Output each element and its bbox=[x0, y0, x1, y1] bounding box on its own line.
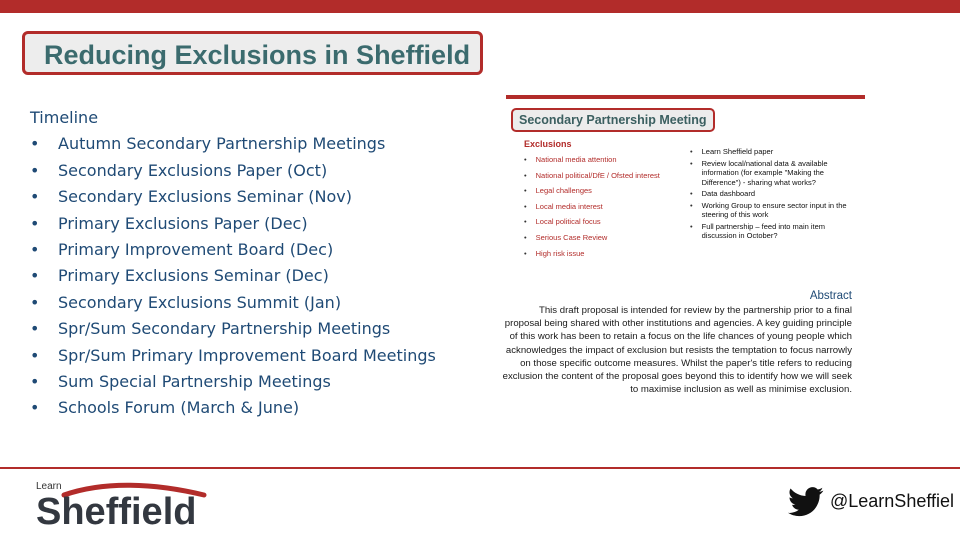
bullet-marker: • bbox=[30, 371, 40, 391]
timeline-item-text: Spr/Sum Secondary Partnership Meetings bbox=[58, 319, 391, 339]
timeline-item bbox=[30, 343, 436, 369]
timeline-item-text: Primary Exclusions Seminar (Dec) bbox=[58, 266, 329, 286]
bullet-marker: • bbox=[30, 187, 40, 207]
twitter-bird-icon bbox=[788, 486, 824, 518]
timeline-item bbox=[30, 158, 436, 184]
timeline-item-text: Schools Forum (March & June) bbox=[58, 398, 300, 418]
preview-right-item-text: Learn Sheffield paper bbox=[701, 147, 774, 156]
preview-right-item bbox=[690, 201, 860, 220]
bullet-marker: • bbox=[30, 266, 40, 286]
timeline-heading: Timeline bbox=[30, 108, 99, 127]
abstract-section bbox=[500, 290, 852, 396]
timeline-item-text: Sum Special Partnership Meetings bbox=[58, 371, 331, 391]
twitter-handle: @LearnSheffiel bbox=[830, 491, 955, 511]
timeline-item bbox=[30, 395, 436, 421]
bullet-marker: • bbox=[30, 398, 40, 418]
timeline-list bbox=[30, 131, 436, 421]
timeline-item-text: Secondary Exclusions Seminar (Nov) bbox=[58, 187, 352, 207]
preview-left-item: • High risk issue bbox=[524, 249, 660, 265]
preview-left-item: • National political/DfE / Ofsted interest bbox=[524, 171, 660, 187]
bullet-marker: • bbox=[30, 134, 40, 154]
timeline-item bbox=[30, 290, 436, 316]
timeline-item bbox=[30, 369, 436, 395]
bullet-marker: • bbox=[30, 319, 40, 339]
top-accent-bar bbox=[0, 0, 960, 13]
preview-section-heading: Exclusions bbox=[524, 139, 572, 149]
preview-left-item: • Local political focus bbox=[524, 217, 660, 233]
timeline-item-text: Secondary Exclusions Summit (Jan) bbox=[58, 292, 342, 312]
bullet-marker: • bbox=[30, 345, 40, 365]
slide-title: Reducing Exclusions in Sheffield bbox=[44, 40, 471, 70]
abstract-body: This draft proposal is intended for review by the partnership prior to a final proposal being shared with other institutions and agencies. A key guiding principle of this work has been to retain a focus on the life chances of young people which acknowledges the impact of exclusion but resists the temptation to focus narrowly on those specific outcome measures. Whilst the paper's title refers to reducing exclusion the content of the proposal goes beyond this to identify how we will seek to maximise inclusion as well as minimise exclusion. bbox=[502, 305, 852, 396]
bullet-marker: • bbox=[30, 292, 40, 312]
preview-left-item: • Local media interest bbox=[524, 202, 660, 218]
preview-left-list bbox=[524, 155, 660, 264]
preview-right-item bbox=[690, 159, 860, 188]
bullet-marker: • bbox=[30, 160, 40, 180]
preview-title: Secondary Partnership Meeting bbox=[511, 108, 715, 132]
footer-divider bbox=[0, 467, 960, 469]
timeline-item bbox=[30, 263, 436, 289]
preview-right-item-text: Data dashboard bbox=[701, 189, 756, 198]
bullet-marker: • bbox=[30, 213, 40, 233]
logo-main-text: Sheffield bbox=[36, 491, 197, 529]
slide-title-box bbox=[22, 31, 483, 75]
preview-left-item: • Legal challenges bbox=[524, 186, 660, 202]
timeline-item bbox=[30, 237, 436, 263]
preview-right-item-text: Review local/national data & available information (for example "Making the Difference") - sharing what works? bbox=[701, 158, 828, 187]
preview-right-item bbox=[690, 222, 860, 241]
logo-small-text: Learn bbox=[36, 481, 62, 492]
timeline-item bbox=[30, 211, 436, 237]
timeline-item bbox=[30, 131, 436, 157]
preview-right-item-text: Full partnership – feed into main item discussion in October? bbox=[701, 221, 826, 240]
preview-right-item-text: Working Group to ensure sector input in the steering of this work bbox=[701, 200, 847, 219]
preview-right-list bbox=[690, 147, 860, 243]
bullet-marker: • bbox=[30, 239, 40, 259]
timeline-section bbox=[30, 105, 436, 422]
preview-left-item: • National media attention bbox=[524, 155, 660, 171]
timeline-item-text: Autumn Secondary Partnership Meetings bbox=[58, 134, 386, 154]
preview-right-item bbox=[690, 189, 860, 199]
abstract-heading: Abstract bbox=[809, 290, 852, 302]
timeline-item bbox=[30, 316, 436, 342]
preview-left-item: • Serious Case Review bbox=[524, 233, 660, 249]
preview-right-item bbox=[690, 147, 860, 157]
timeline-item-text: Primary Exclusions Paper (Dec) bbox=[58, 213, 308, 233]
timeline-item bbox=[30, 184, 436, 210]
timeline-item-text: Spr/Sum Primary Improvement Board Meetings bbox=[58, 345, 436, 365]
timeline-item-text: Secondary Exclusions Paper (Oct) bbox=[58, 160, 328, 180]
embedded-slide-preview bbox=[506, 95, 865, 262]
learn-sheffield-logo bbox=[34, 479, 219, 529]
timeline-item-text: Primary Improvement Board (Dec) bbox=[58, 239, 334, 259]
